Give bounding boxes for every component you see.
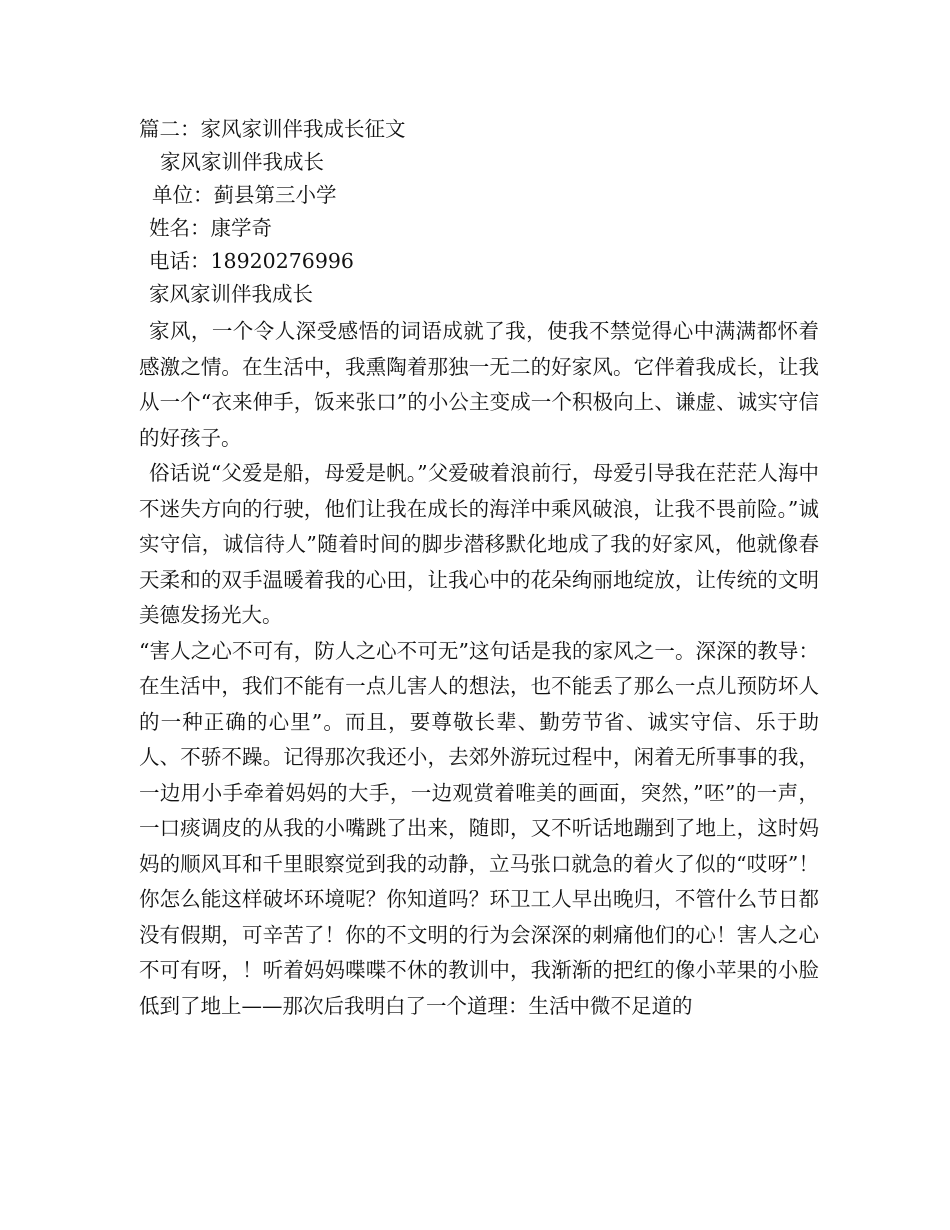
author-unit: 单位：蓟县第三小学 bbox=[152, 183, 337, 207]
author-phone: 电话：18920276996 bbox=[149, 249, 354, 273]
paragraph-1: 家风，一个令人深受感悟的词语成就了我，使我不禁觉得心中满满都怀着感激之情。在生活中，我熏陶着那独一无二的好家风。它伴着我成长，让我从一个“衣来伸手，饭来张口”的小公主变成一个积极向上、谦虚、诚实守信的好孩子。 bbox=[139, 319, 819, 450]
essay-subtitle: 家风家训伴我成长 bbox=[149, 282, 313, 306]
essay-title: 家风家训伴我成长 bbox=[160, 150, 324, 174]
document-body bbox=[139, 113, 819, 1024]
paragraph-3: “害人之心不可有，防人之心不可无”这句话是我的家风之一。深深的教导：在生活中，我们不能有一点儿害人的想法，也不能丢了那么一点儿预防坏人的一种正确的心里”。而且，要尊敬长辈、勤劳节省、诚实守信、乐于助人、不骄不躁。记得那次我还小，去郊外游玩过程中，闲着无所事事的我，一边用小手牵着妈妈的大手，一边观赏着唯美的画面，突然，”呸”的一声，一口痰调皮的从我的小嘴跳了出来，随即，又不听话地蹦到了地上，这时妈妈的顺风耳和千里眼察觉到我的动静，立马张口就急的着火了似的“哎呀”！你怎么能这样破坏环境呢？你知道吗？环卫工人早出晚归，不管什么节日都没有假期，可辛苦了！你的不文明的行为会深深的刺痛他们的心！害人之心不可有呀，！听着妈妈喋喋不休的教训中，我渐渐的把红的像小苹果的小脸低到了地上——那次后我明白了一个道理：生活中微不足道的 bbox=[139, 638, 819, 1018]
paragraph-2: 俗话说“父爱是船，母爱是帆。”父爱破着浪前行，母爱引导我在茫茫人海中不迷失方向的行驶，他们让我在成长的海洋中乘风破浪，让我不畏前险。”诚实守信，诚信待人”随着时间的脚步潜移默化地成了我的好家风，他就像春天柔和的双手温暖着我的心田，让我心中的花朵绚丽地绽放，让传统的文明美德发扬光大。 bbox=[139, 461, 819, 627]
author-name: 姓名：康学奇 bbox=[149, 216, 272, 240]
document-heading: 篇二：家风家训伴我成长征文 bbox=[139, 117, 406, 141]
